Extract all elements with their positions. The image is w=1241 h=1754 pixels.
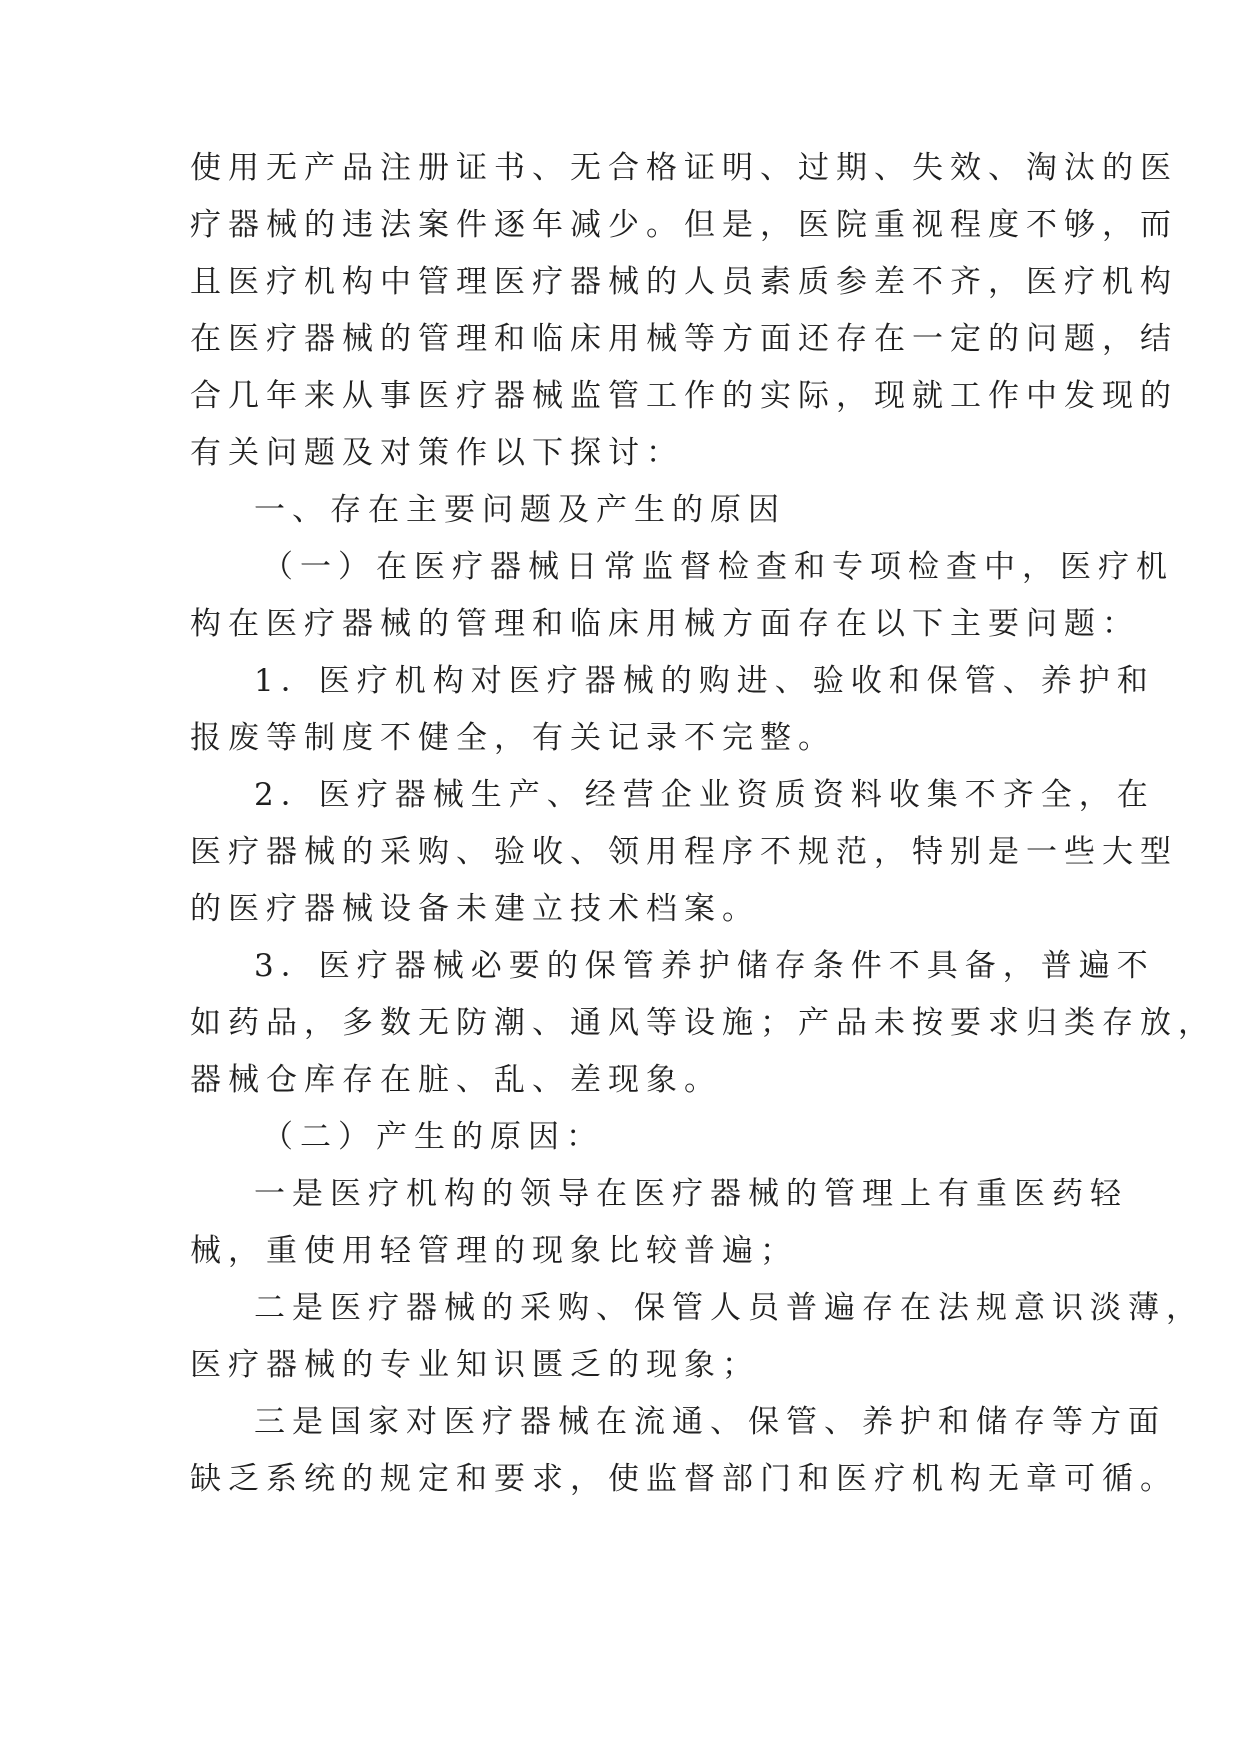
body-line-17: 器械仓库存在脏、乱、差现象。 <box>190 1062 722 1098</box>
list-item-1: 1．医疗机构对医疗器械的购进、验收和保管、养护和 <box>254 663 1155 699</box>
body-line-22: 医疗器械的专业知识匮乏的现象； <box>190 1347 760 1383</box>
reason-item-2: 二是医疗器械的采购、保管人员普遍存在法规意识淡薄， <box>254 1290 1204 1326</box>
body-line-1: 使用无产品注册证书、无合格证明、过期、失效、淘汰的医 <box>190 150 1178 186</box>
body-line-14: 的医疗器械设备未建立技术档案。 <box>190 891 760 927</box>
body-line-3: 且医疗机构中管理医疗器械的人员素质参差不齐，医疗机构 <box>190 264 1178 300</box>
body-line-4: 在医疗器械的管理和临床用械等方面还存在一定的问题，结 <box>190 321 1178 357</box>
reason-item-1: 一是医疗机构的领导在医疗器械的管理上有重医药轻 <box>254 1176 1128 1212</box>
subsection-heading-2: （二）产生的原因： <box>262 1119 604 1155</box>
body-line-9: 构在医疗器械的管理和临床用械方面存在以下主要问题： <box>190 606 1140 642</box>
body-line-20: 械，重使用轻管理的现象比较普遍； <box>190 1233 798 1269</box>
body-line-11: 报废等制度不健全，有关记录不完整。 <box>190 720 836 756</box>
section-heading-1: 一、存在主要问题及产生的原因 <box>254 492 786 528</box>
body-line-2: 疗器械的违法案件逐年减少。但是，医院重视程度不够，而 <box>190 207 1178 243</box>
reason-item-3: 三是国家对医疗器械在流通、保管、养护和储存等方面 <box>254 1404 1166 1440</box>
body-line-6: 有关问题及对策作以下探讨： <box>190 435 684 471</box>
list-item-3: 3．医疗器械必要的保管养护储存条件不具备，普遍不 <box>254 948 1155 984</box>
subsection-heading-1: （一）在医疗器械日常监督检查和专项检查中，医疗机 <box>262 549 1174 585</box>
body-line-13: 医疗器械的采购、验收、领用程序不规范，特别是一些大型 <box>190 834 1178 870</box>
body-line-5: 合几年来从事医疗器械监管工作的实际，现就工作中发现的 <box>190 378 1178 414</box>
body-line-16: 如药品，多数无防潮、通风等设施；产品未按要求归类存放， <box>190 1005 1216 1041</box>
list-item-2: 2．医疗器械生产、经营企业资质资料收集不齐全，在 <box>254 777 1155 813</box>
body-line-24: 缺乏系统的规定和要求，使监督部门和医疗机构无章可循。 <box>190 1461 1178 1497</box>
